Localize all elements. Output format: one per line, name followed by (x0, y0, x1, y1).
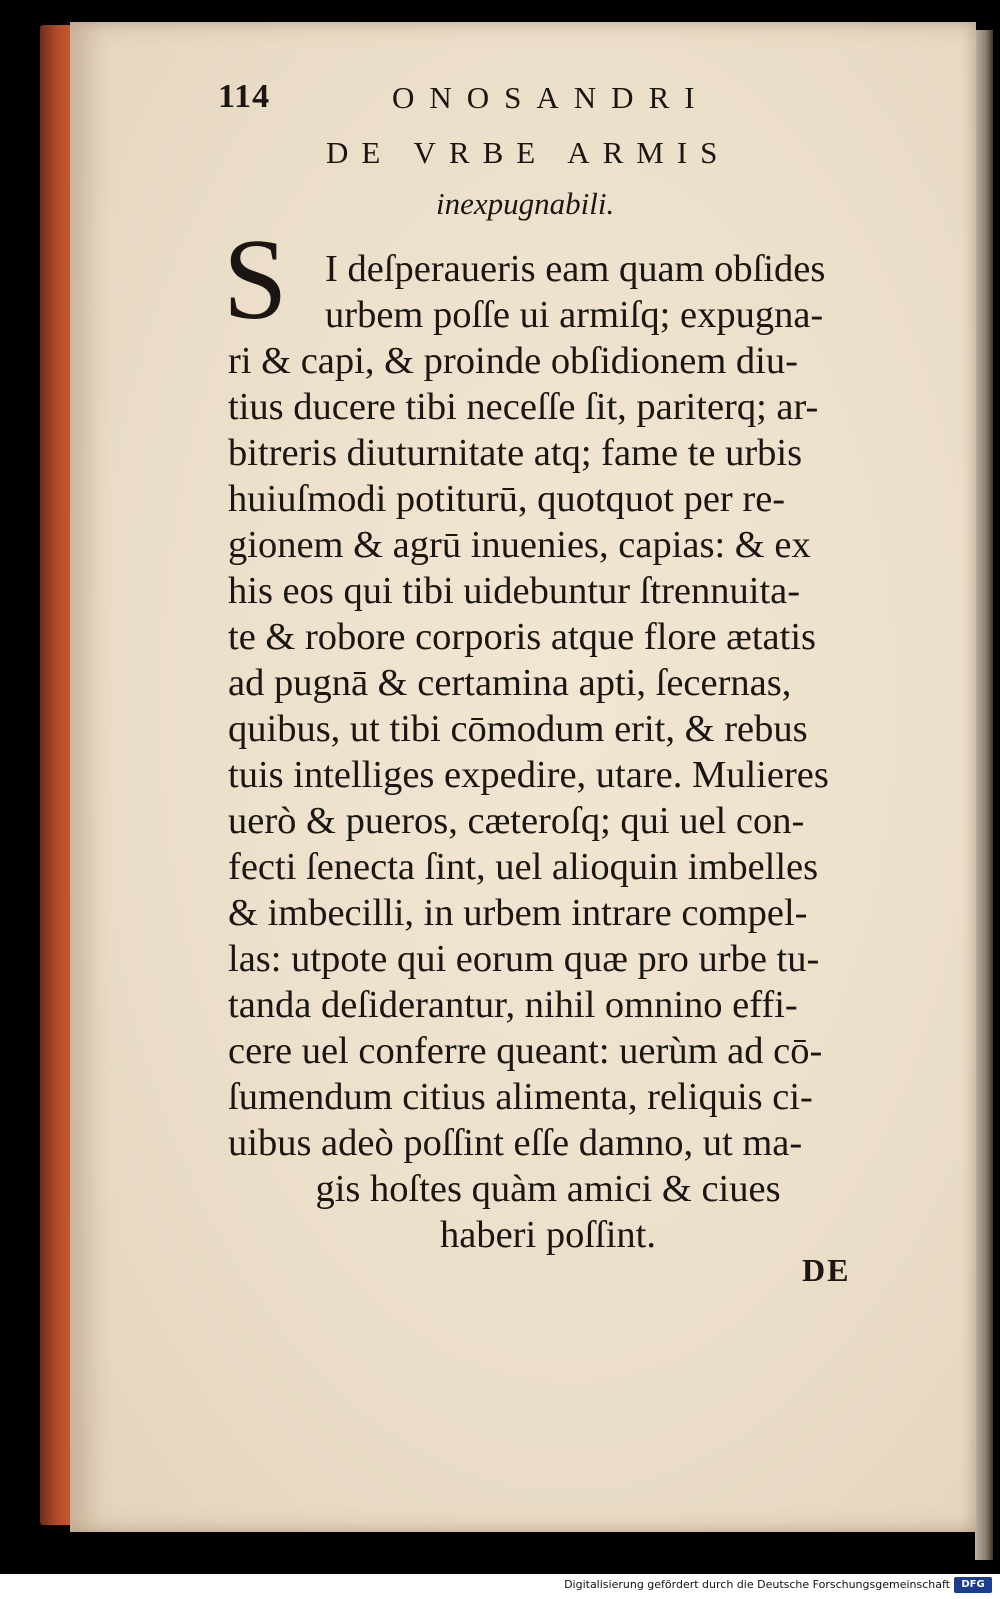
text-line: tius ducere tibi neceſſe ſit, pariterq; ar- (228, 386, 819, 428)
text-line: te & robore corporis atque flore ætatis (228, 616, 817, 658)
text-line: fecti ſenecta ſint, uel alioquin imbelles (228, 846, 819, 888)
dfg-logo: DFG (954, 1577, 992, 1593)
section-heading: DE VRBE ARMIS (326, 135, 731, 170)
text-line: ri & capi, & proinde obſidionem diu- (228, 340, 798, 382)
text-line: uibus adeò poſſint eſſe damno, ut ma- (228, 1122, 803, 1164)
funding-credit: Digitalisierung gefördert durch die Deutsche Forschungsgemeinschaft (564, 1578, 950, 1591)
text-line: urbem poſſe ui armiſq; expugna- (325, 294, 824, 336)
page-number: 114 (218, 78, 271, 115)
text-line: & imbecilli, in urbem intrare compel- (228, 892, 808, 934)
running-head: ONOSANDRI (392, 80, 710, 115)
section-subheading: inexpugnabili. (436, 186, 615, 221)
text-line: cere uel conferre queant: uerùm ad cō- (228, 1030, 823, 1072)
text-line: gis hoſtes quàm amici & ciues (315, 1168, 781, 1210)
text-line: haberi poſſint. (440, 1214, 656, 1256)
text-line: I deſperaueris eam quam obſides (325, 248, 826, 290)
drop-cap: S (223, 216, 288, 344)
text-line: las: utpote qui eorum quæ pro urbe tu- (228, 938, 820, 980)
book-edge-right (975, 30, 993, 1560)
text-line: tuis intelliges expedire, utare. Mulieres (228, 754, 829, 796)
text-line: tanda deſiderantur, nihil omnino effi- (228, 984, 798, 1026)
text-line: his eos qui tibi uidebuntur ſtrennuita- (228, 570, 801, 612)
text-line: huiuſmodi potiturū, quotquot per re- (228, 478, 786, 520)
text-line: ad pugnā & certamina apti, ſecernas, (228, 662, 792, 704)
text-line: gionem & agrū inuenies, capias: & ex (228, 524, 811, 566)
text-line: quibus, ut tibi cōmodum erit, & rebus (228, 708, 808, 750)
text-line: ſumendum citius alimenta, reliquis ci- (228, 1076, 813, 1118)
text-line: bitreris diuturnitate atq; fame te urbis (228, 432, 803, 474)
catchword: DE (802, 1252, 851, 1288)
text-line: uerò & pueros, cæteroſq; qui uel con- (228, 800, 805, 842)
